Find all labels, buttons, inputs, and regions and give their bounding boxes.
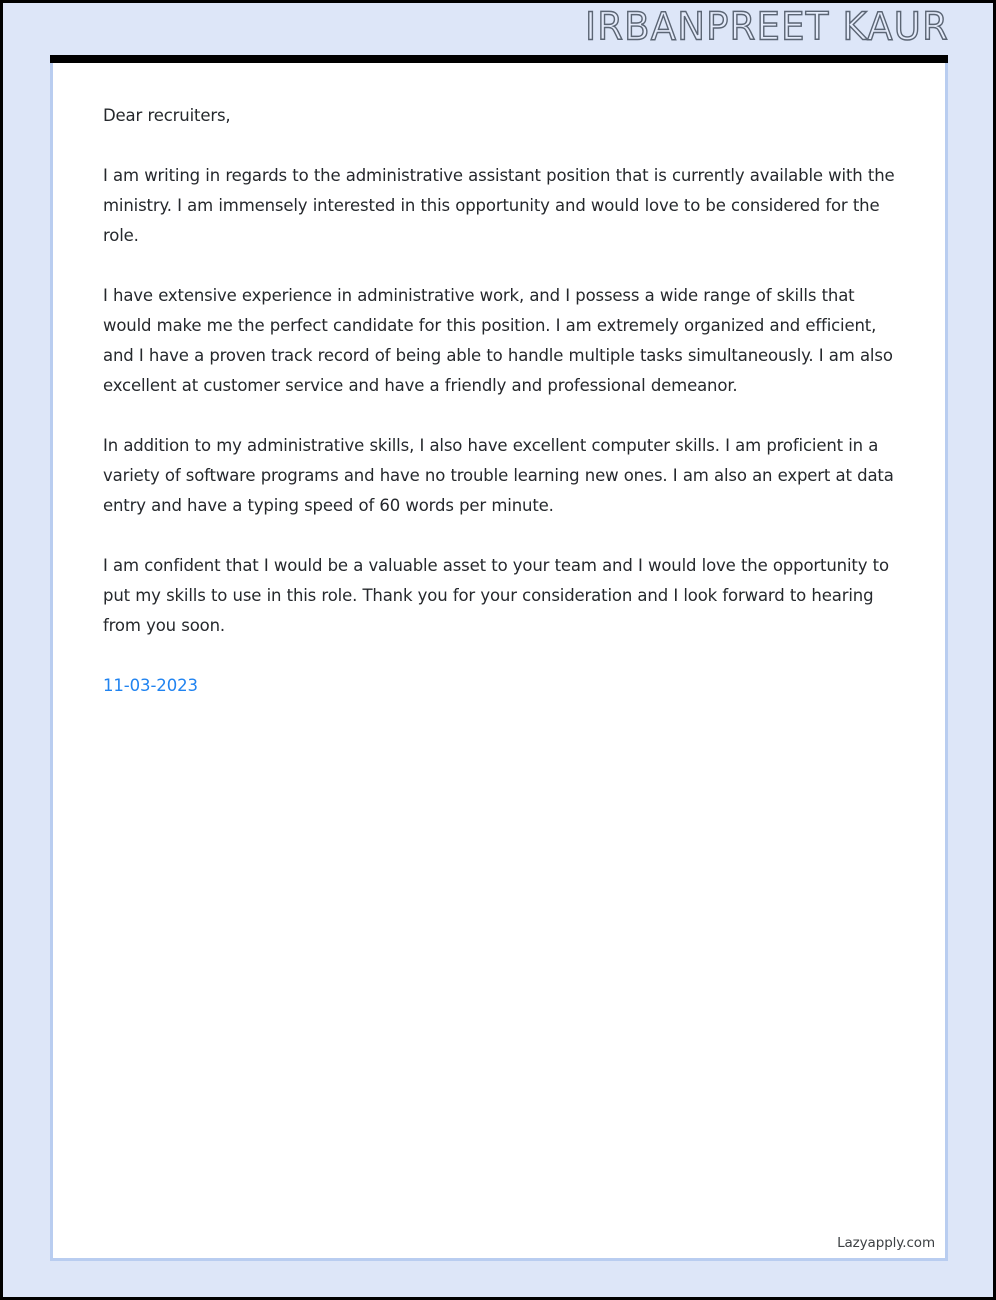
letter-salutation: Dear recruiters,	[103, 106, 231, 125]
header-divider-rule	[50, 55, 948, 63]
letter-paper	[50, 63, 948, 1261]
letter-paragraph-3: In addition to my administrative skills, I also have excellent computer skills. I am proficient in a variety of software programs and have no trouble learning new ones. I am also an expert at data entry and have a typing speed of 60 words per minute.	[103, 436, 894, 515]
letterhead	[3, 3, 996, 55]
letter-paragraph-4: I am confident that I would be a valuable asset to your team and I would love the opportunity to put my skills to use in this role. Thank you for your consideration and I look forward to hearing from you soon.	[103, 556, 889, 635]
letter-date: 11-03-2023	[103, 676, 198, 695]
letter-body	[103, 101, 903, 701]
footer-watermark: Lazyapply.com	[837, 1235, 935, 1251]
candidate-name-heading: IRBANPREET KAUR	[585, 4, 949, 49]
letter-paragraph-1: I am writing in regards to the administrative assistant position that is currently available with the ministry. I am immensely interested in this opportunity and would love to be considered for the role.	[103, 166, 895, 245]
letter-paragraph-2: I have extensive experience in administrative work, and I possess a wide range of skills that would make me the perfect candidate for this position. I am extremely organized and efficient, and I have a proven track record of being able to handle multiple tasks simultaneously. I am also excellent at customer service and have a friendly and professional demeanor.	[103, 286, 893, 395]
